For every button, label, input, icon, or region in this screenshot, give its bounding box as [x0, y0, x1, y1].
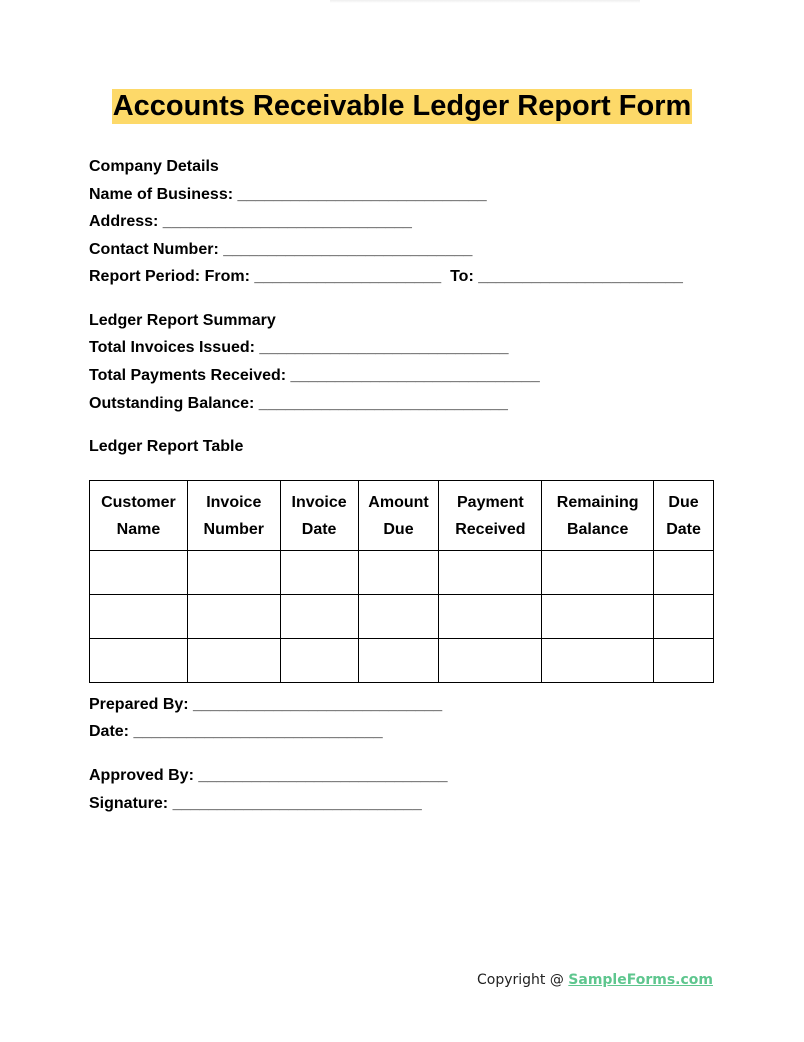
column-header-remaining-balance: Remaining Balance [542, 481, 654, 551]
report-period-field[interactable]: Report Period: From: _____________________ To: _______________________ [89, 268, 683, 285]
table-cell[interactable] [439, 595, 542, 639]
table-cell[interactable] [654, 639, 714, 683]
column-header-due-date: Due Date [654, 481, 714, 551]
brand-link[interactable]: SampleForms.com [568, 972, 713, 988]
table-cell[interactable] [439, 639, 542, 683]
page-title: Accounts Receivable Ledger Report Form [112, 90, 692, 122]
table-cell[interactable] [187, 551, 280, 595]
table-cell[interactable] [187, 639, 280, 683]
table-cell[interactable] [358, 639, 439, 683]
total-invoices-field[interactable]: Total Invoices Issued: ____________________________ [89, 339, 509, 356]
table-cell[interactable] [542, 595, 654, 639]
name-of-business-field[interactable]: Name of Business: ____________________________ [89, 186, 487, 203]
column-header-customer-name: Customer Name [90, 481, 188, 551]
date-field[interactable]: Date: ____________________________ [89, 723, 383, 740]
table-header-row [90, 481, 714, 551]
table-cell[interactable] [280, 551, 358, 595]
column-header-invoice-number: Invoice Number [187, 481, 280, 551]
table-cell[interactable] [654, 595, 714, 639]
table-cell[interactable] [90, 595, 188, 639]
prepared-by-field[interactable]: Prepared By: ____________________________ [89, 696, 443, 713]
table-cell[interactable] [654, 551, 714, 595]
table-cell[interactable] [358, 595, 439, 639]
summary-heading: Ledger Report Summary [89, 312, 276, 329]
table-cell[interactable] [187, 595, 280, 639]
column-header-invoice-date: Invoice Date [280, 481, 358, 551]
table-heading: Ledger Report Table [89, 438, 244, 455]
copyright-footer [477, 970, 713, 990]
outstanding-balance-field[interactable]: Outstanding Balance: ____________________________ [89, 395, 508, 412]
ledger-table [89, 480, 714, 683]
signature-field[interactable]: Signature: ____________________________ [89, 795, 422, 812]
table-cell[interactable] [358, 551, 439, 595]
title-container [0, 89, 804, 124]
table-row [90, 551, 714, 595]
company-details-heading: Company Details [89, 158, 219, 175]
approved-by-field[interactable]: Approved By: ____________________________ [89, 767, 448, 784]
table-cell[interactable] [90, 551, 188, 595]
table-cell[interactable] [280, 639, 358, 683]
table-cell[interactable] [439, 551, 542, 595]
top-edge-shadow [330, 0, 640, 3]
table-row [90, 595, 714, 639]
table-row [90, 639, 714, 683]
table-cell[interactable] [542, 639, 654, 683]
table-cell[interactable] [542, 551, 654, 595]
copyright-text: Copyright @ [476, 972, 569, 988]
table-cell[interactable] [90, 639, 188, 683]
contact-number-field[interactable]: Contact Number: ____________________________ [89, 241, 473, 258]
table-cell[interactable] [280, 595, 358, 639]
column-header-payment-received: Payment Received [439, 481, 542, 551]
address-field[interactable]: Address: ____________________________ [89, 213, 412, 230]
total-payments-field[interactable]: Total Payments Received: ____________________________ [89, 367, 540, 384]
column-header-amount-due: Amount Due [358, 481, 439, 551]
